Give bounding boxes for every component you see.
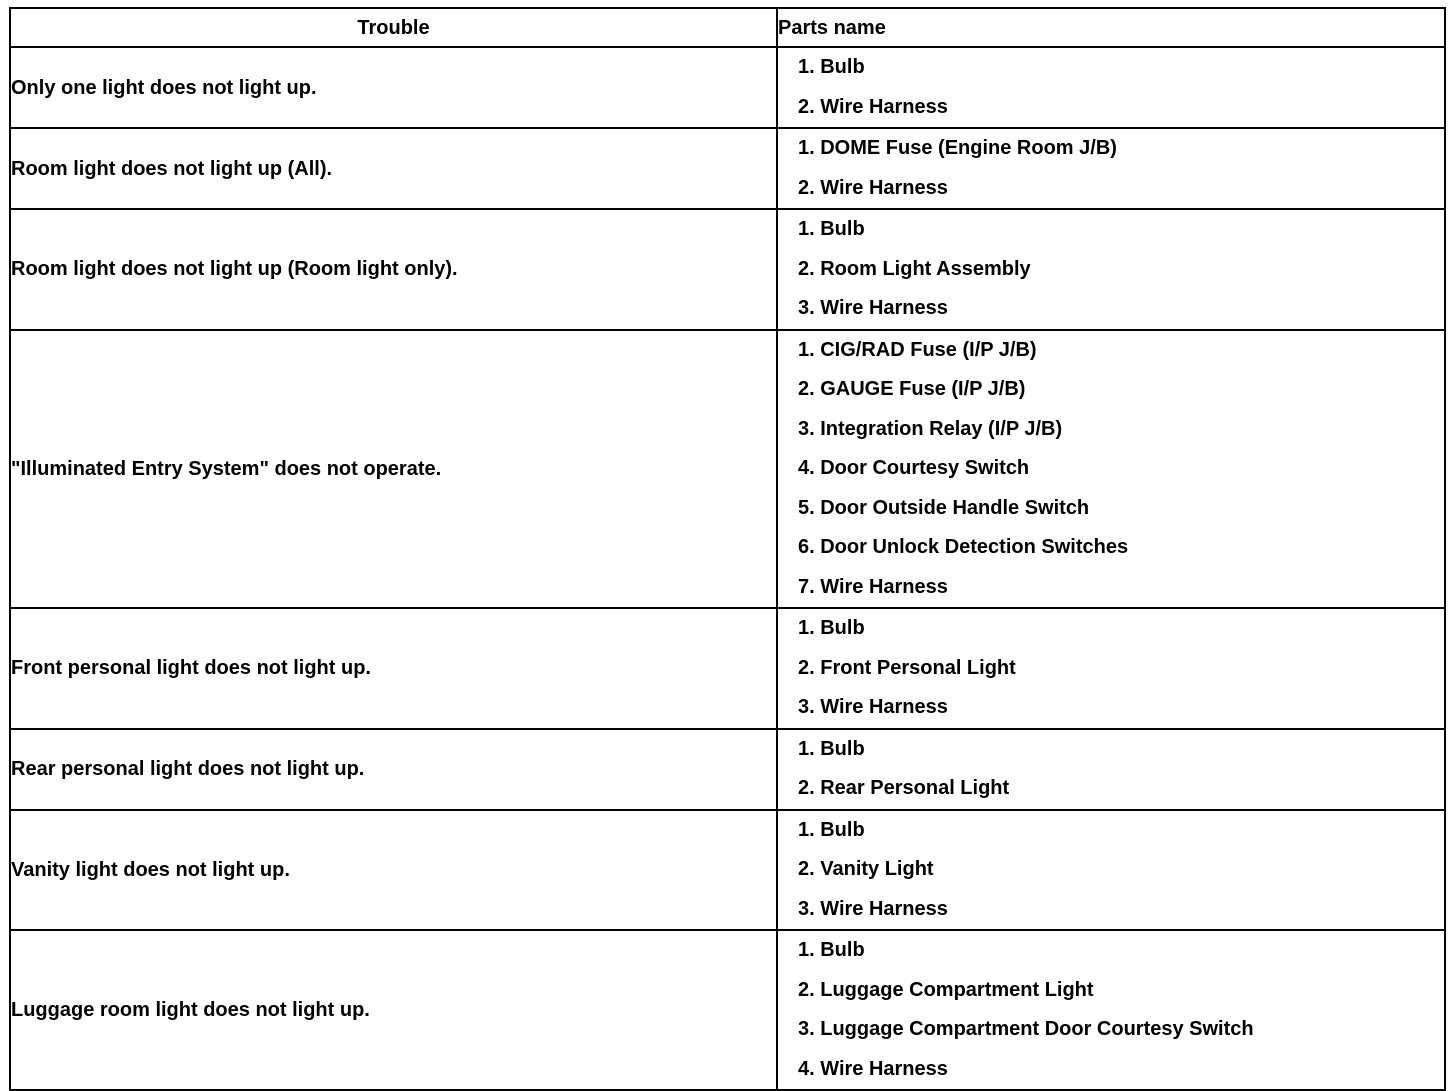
trouble-parts-table — [9, 7, 1446, 1091]
part-item: 3. Integration Relay (I/P J/B) — [798, 417, 1063, 440]
part-item: 3. Wire Harness — [798, 297, 948, 319]
part-item: 1. Bulb — [798, 218, 865, 240]
table-row — [10, 810, 1445, 931]
parts-cell — [777, 209, 1445, 330]
part-item: 2. Room Light Assembly — [798, 257, 1031, 280]
trouble-cell: Room light does not light up (Room light only). — [10, 209, 777, 330]
part-item: 5. Door Outside Handle Switch — [798, 496, 1090, 519]
table-row — [10, 209, 1445, 330]
parts-cell — [777, 729, 1445, 810]
part-item: 3. Wire Harness — [798, 696, 948, 718]
trouble-cell: Room light does not light up (All). — [10, 128, 777, 209]
part-item: 3. Wire Harness — [798, 897, 948, 920]
trouble-cell: Vanity light does not light up. — [10, 810, 777, 931]
part-item: 6. Door Unlock Detection Switches — [798, 536, 1129, 558]
table-row — [10, 930, 1445, 1090]
table-row — [10, 330, 1445, 609]
part-item: 1. Bulb — [798, 818, 865, 841]
part-item: 2. Rear Personal Light — [798, 777, 1010, 799]
part-item: 2. Luggage Compartment Light — [798, 978, 1094, 1001]
parts-cell — [777, 608, 1445, 729]
parts-cell — [777, 47, 1445, 128]
table-row — [10, 47, 1445, 128]
parts-cell — [777, 128, 1445, 209]
trouble-cell: Front personal light does not light up. — [10, 608, 777, 729]
part-item: 3. Luggage Compartment Door Courtesy Switch — [798, 1018, 1254, 1040]
part-item: 1. Bulb — [798, 56, 865, 78]
table-row — [10, 128, 1445, 209]
header-parts-name: Parts name — [777, 8, 1445, 47]
trouble-cell: Luggage room light does not light up. — [10, 930, 777, 1090]
part-item: 2. GAUGE Fuse (I/P J/B) — [798, 378, 1026, 400]
part-item: 2. Wire Harness — [798, 95, 948, 118]
part-item: 1. Bulb — [798, 939, 865, 961]
trouble-cell: Only one light does not light up. — [10, 47, 777, 128]
trouble-cell: Rear personal light does not light up. — [10, 729, 777, 810]
parts-cell — [777, 930, 1445, 1090]
part-item: 4. Wire Harness — [798, 1057, 948, 1080]
table-row — [10, 729, 1445, 810]
part-item: 1. Bulb — [798, 617, 865, 639]
parts-cell — [777, 330, 1445, 609]
table-body — [10, 47, 1445, 1090]
part-item: 2. Vanity Light — [798, 858, 934, 880]
part-item: 2. Front Personal Light — [798, 656, 1016, 679]
trouble-cell: "Illuminated Entry System" does not operate. — [10, 330, 777, 609]
part-item: 1. CIG/RAD Fuse (I/P J/B) — [798, 338, 1037, 361]
table-header-row — [10, 8, 1445, 47]
table-row — [10, 608, 1445, 729]
part-item: 4. Door Courtesy Switch — [798, 457, 1030, 479]
part-item: 1. Bulb — [798, 737, 865, 760]
part-item: 1. DOME Fuse (Engine Room J/B) — [798, 137, 1117, 159]
header-trouble: Trouble — [10, 8, 777, 47]
parts-cell — [777, 810, 1445, 931]
part-item: 7. Wire Harness — [798, 575, 948, 598]
part-item: 2. Wire Harness — [798, 176, 948, 199]
